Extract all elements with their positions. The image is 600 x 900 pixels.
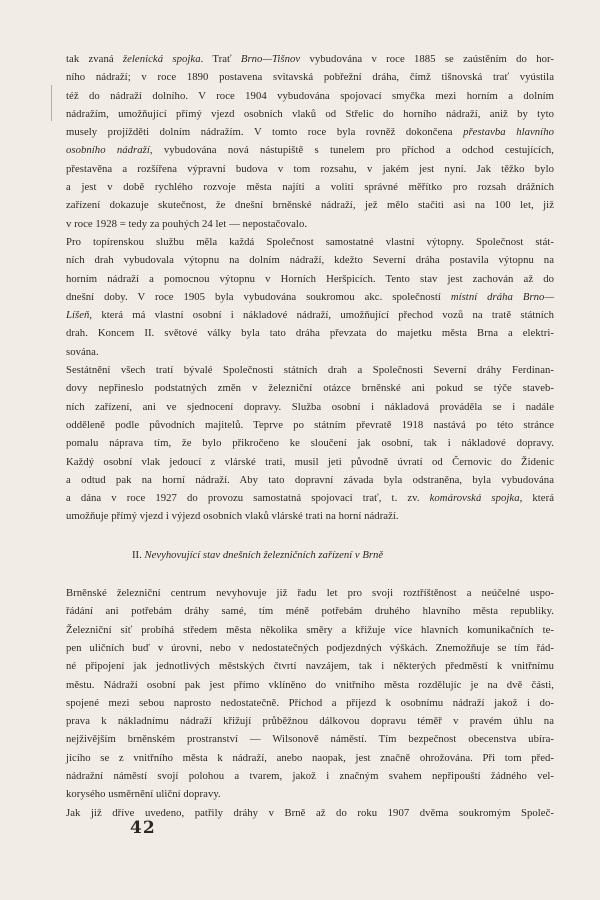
text-line: prava k nákladnímu nádraží křižují průběžnou dálkovou dopravu téměř v pravém úhlu na [66, 715, 554, 728]
text-line: pomalu náprava tím, že bylo přikročeno ke sloučení jak osobní, tak i nákladové dopravy. [66, 437, 554, 450]
text-line: pen uličních buď v úrovni, nebo v nedostatečných podjezdných výškách. Znemožňuje se tím řád- [66, 641, 554, 654]
text-line: zařízení dokazuje skutečnost, že dnešní brněnské nádraží, jež mělo stačiti asi na 100 let, již [66, 199, 554, 212]
paragraph-1 [66, 50, 554, 233]
text-line: Brněnské železniční centrum nevyhovuje již řadu let pro svoji roztříštěnost a neúčelné uspo- [66, 587, 554, 600]
text-line: a odtud pak na horní nádraží. Aby tato dopravní závada byla odstraněna, byla vybudována [66, 473, 554, 486]
text-line: též do nádraží dolního. V roce 1904 vybudována spojovací smyčka mezi horním a dolním [66, 89, 554, 102]
text-line: jícího se z vnitřního města k nádraží, anebo naopak, jest značně ohrožována. Při tom před- [66, 751, 554, 764]
section-number: II. [132, 548, 142, 561]
margin-pencil-mark [51, 85, 52, 121]
text-line: nádražím, umožňující přímý vjezd osobních vlaků od Střelic do horního nádraží, aniž by tyto [66, 107, 554, 120]
text-line: osobního nádraží, vybudována nová nástupiště s tunelem pro příchod a odchod cestujících, [66, 144, 554, 157]
text-line: musely projížděti dolním nádražím. V tomto roce byla rovněž dokončena přestavba hlavního [66, 126, 554, 139]
text-line: né připojení jak jednotlivých městských čtvrtí navzájem, tak i některých předměstí k vnitřnímu [66, 660, 554, 673]
paragraph-4 [66, 584, 554, 804]
text-line: Sestátnění všech tratí bývalé Společnosti státních drah a Společnosti Severní dráhy Ferdinan- [66, 364, 554, 377]
text-line: spojené mezi sebou naprosto nedostatečně. Příchod a příjezd k osobnímu nádraží jakož i do- [66, 696, 554, 709]
paragraph-3 [66, 361, 554, 526]
text-line: nádražní náměstí svojí polohou a tvarem, jakož i značným svahem nepřipouští žádného vel- [66, 769, 554, 782]
text-line: řádání ani potřebám dráhy samé, tím méně potřebám druhého hlavního města republiky. [66, 605, 554, 618]
text-line: korysého usměrnění uliční dopravy. [66, 788, 221, 801]
text-line: umožňuje přímý vjezd i výjezd osobních vlaků vlárské trati na horní nádraží. [66, 510, 399, 523]
text-line: ních drah vybudovala výtopnu na dolním nádraží, kdežto Severní dráha postavila výtopnu na [66, 254, 554, 267]
text-line: a dána v roce 1927 do provozu samostatná spojovací trať, t. zv. komárovská spojka, která [66, 492, 554, 505]
text-line: a jest v době rychlého rozvoje města najíti a voliti správné měřítko pro rozsah drážních [66, 181, 554, 194]
text-line: ního nádraží; v roce 1890 postavena svitavská pobřežní dráha, čímž tišnovská trať vyústila [66, 71, 554, 84]
text-line: Pro topírenskou službu měla každá Společnost samostatné vlastní výtopny. Společnost stát- [66, 235, 554, 248]
text-line: dovy nepřineslo podstatných změn v železniční otázce brněnské ani pokud se týče staveb- [66, 382, 554, 395]
text-line: drah. Koncem II. světové války byla tato dráha převzata do majetku města Brna a elektri- [66, 327, 554, 340]
text-line: v roce 1928 = tedy za pouhých 24 let — nepostačovalo. [66, 217, 308, 230]
text-line: tak zvaná želenická spojka. Trať Brno—Tišnov vybudována v roce 1885 se zaústěním do hor- [66, 53, 554, 65]
page-body [66, 50, 554, 822]
text-line: sována. [66, 345, 99, 358]
paragraph-2 [66, 233, 554, 361]
text-line: odděleně podle původních majitelů. Teprve po státním převratě 1918 nastává po této stránce [66, 418, 554, 431]
text-line: přestavěna a rozšířena výpravní budova v tom rozsahu, v jakém jest nyní. Jak těžko bylo [66, 162, 554, 175]
section-title: Nevyhovující stav dnešních železničních zařízení v Brně [144, 548, 384, 561]
text-line: horním nádraží a pomocnou výtopnu v Horních Heršpicích. Tento stav jest zachován až do [66, 272, 554, 285]
text-line: Každý osobní vlak jedoucí z vlárské trati, musil jeti původně úvratí od Černovic do Židenic [66, 455, 554, 468]
text-line: Líšeň, která má vlastní osobní i nákladové nádraží, umožňující přechod vozů na tratě státních [66, 309, 554, 322]
text-line: nejživějším brněnském prostranství — Wilsonově náměstí. Tím bezpečnost obecenstva ubíra- [66, 733, 554, 746]
text-line: městu. Nádraží osobní pak jest přímo vklíněno do vnitřního města rozdělujíc je na dvě části, [66, 678, 554, 691]
text-line: dnešní doby. V roce 1905 byla vybudována soukromou akc. společností místní dráha Brno— [66, 290, 554, 303]
page-number: 42 [130, 818, 156, 838]
text-line: ních zařízení, ani ve sjednocení dopravy. Služba osobní i nákladová prováděla se i nadále [66, 400, 554, 413]
text-line: Železniční síť probíhá středem města několika směry a křižuje více hlavních komunikačních te- [66, 623, 554, 636]
section-heading [132, 546, 554, 564]
text-line: Jak již dříve uvedeno, patřily dráhy v Brně až do roku 1907 dvěma soukromým Společ- [66, 806, 554, 819]
